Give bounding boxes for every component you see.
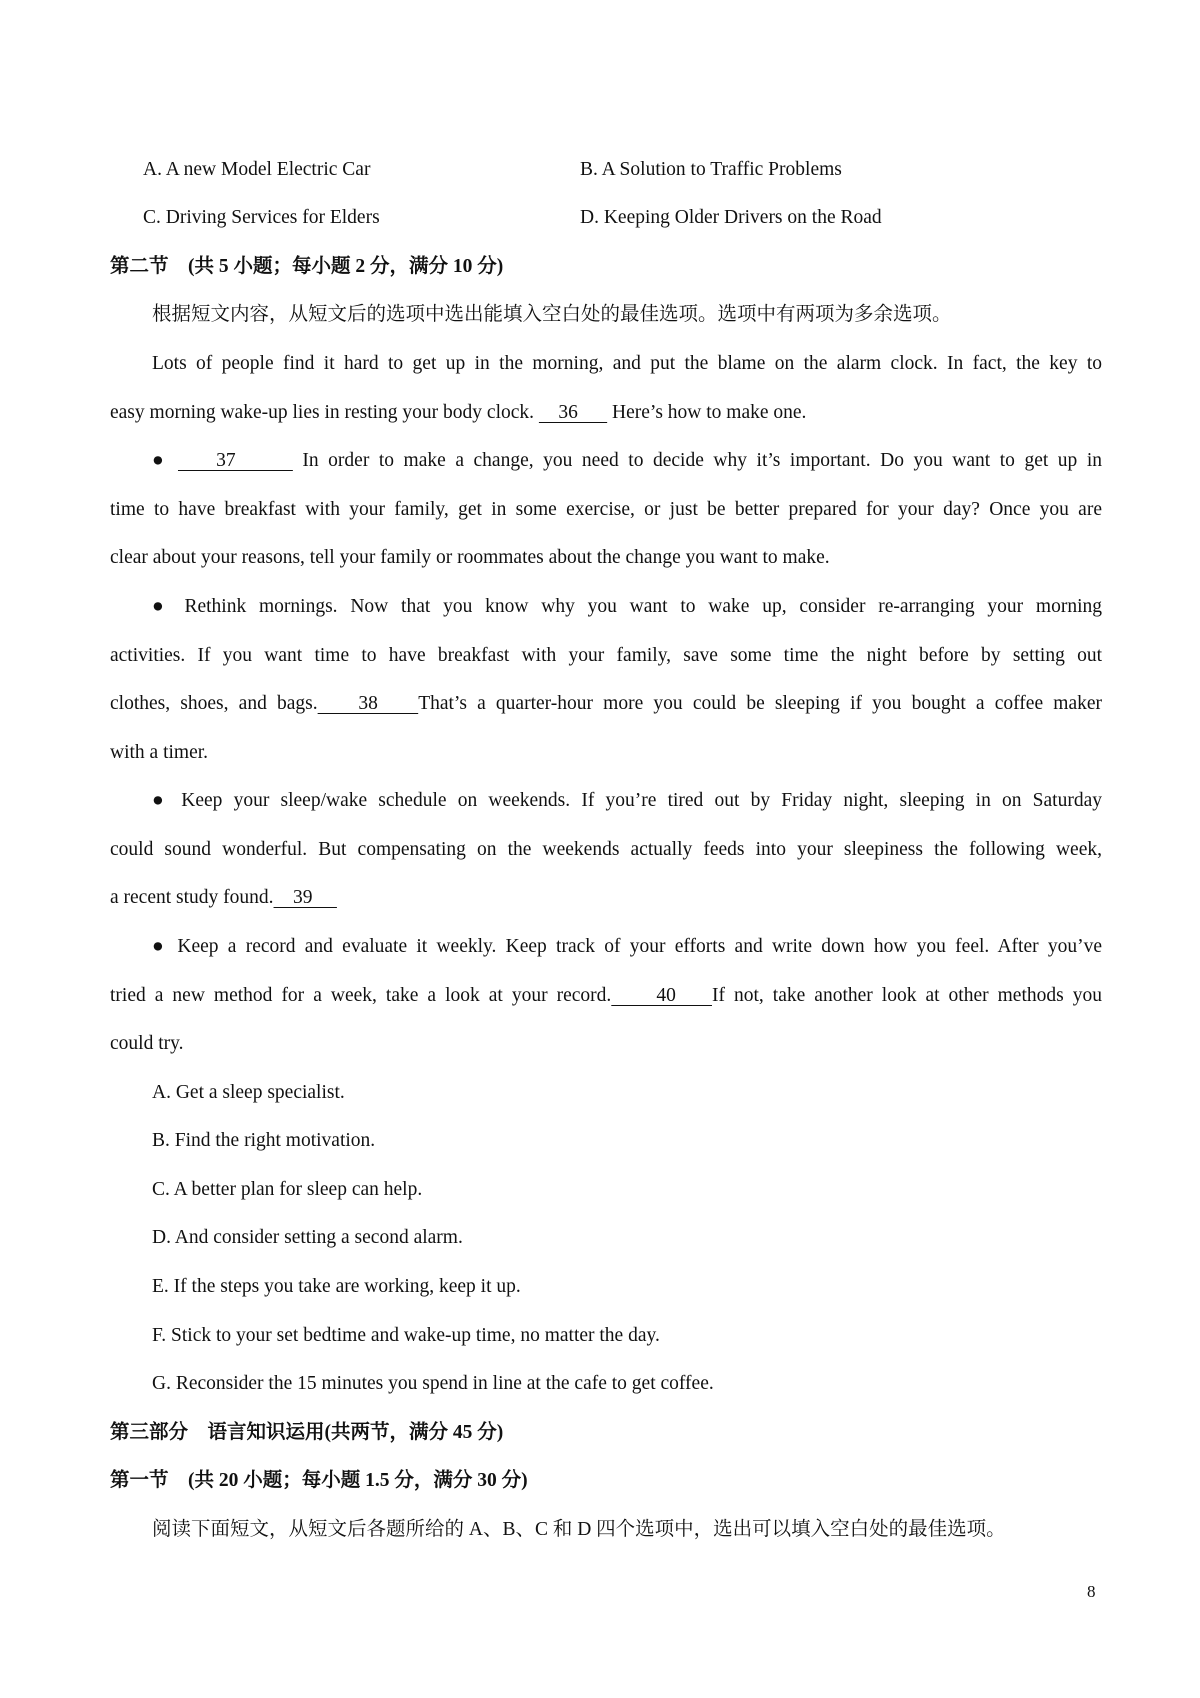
p5-line1: ● Keep a record and evaluate it weekly. Keep track of your efforts and write down how you feel. After you’ve (152, 936, 1102, 957)
p1-line2-post: Here’s how to make one. (607, 402, 807, 423)
p5-line2 (110, 986, 1102, 1006)
blank-39: 39 (273, 887, 337, 908)
p2-line2: time to have breakfast with your family, get in some exercise, or just be better prepared for your day? Once you are (110, 499, 1102, 520)
answer-option-b: B. Find the right motivation. (152, 1130, 376, 1151)
p3-line2: activities. If you want time to have breakfast with your family, save some time the night before by setting out (110, 645, 1102, 666)
p1-line2-pre: easy morning wake-up lies in resting your body clock. (110, 402, 539, 423)
blank-37: 37 (177, 450, 293, 471)
p5-line3: could try. (110, 1033, 184, 1054)
p2-line1 (152, 451, 1102, 471)
answer-option-e: E. If the steps you take are working, keep it up. (152, 1276, 521, 1297)
p4-line3-pre: a recent study found. (110, 887, 274, 908)
p3-line3 (110, 694, 1102, 714)
p1-line1: Lots of people find it hard to get up in the morning, and put the blame on the alarm clock. In fact, the key to (152, 353, 1102, 374)
section2-heading: 第二节 (共 5 小题；每小题 2 分，满分 10 分) (110, 256, 504, 277)
p5-line2-pre: tried a new method for a week, take a look at your record. (110, 985, 612, 1006)
part3-instruction: 阅读下面短文，从短文后各题所给的 A、B、C 和 D 四个选项中，选出可以填入空白处的最佳选项。 (152, 1519, 1006, 1540)
blank-38: 38 (317, 693, 419, 714)
answer-option-c: C. A better plan for sleep can help. (152, 1179, 423, 1200)
p4-line3 (110, 888, 337, 908)
blank-36: 36 (538, 402, 608, 423)
option-b: B. A Solution to Traffic Problems (580, 159, 842, 180)
bullet: ● (152, 450, 178, 471)
page-number: 8 (1087, 1582, 1096, 1601)
option-a: A. A new Model Electric Car (143, 159, 371, 180)
blank-40: 40 (611, 985, 712, 1006)
p5-line2-post: If not, take another look at other methods you (711, 985, 1102, 1006)
p4-line1: ● Keep your sleep/wake schedule on weekends. If you’re tired out by Friday night, sleeping in on Saturday (152, 790, 1102, 811)
p1-line2 (110, 403, 806, 423)
section2-instruction: 根据短文内容，从短文后的选项中选出能填入空白处的最佳选项。选项中有两项为多余选项。 (152, 304, 952, 325)
p4-line2: could sound wonderful. But compensating on the weekends actually feeds into your sleepiness the following week, (110, 839, 1102, 860)
p3-line1: ● Rethink mornings. Now that you know why you want to wake up, consider re-arranging your morning (152, 596, 1102, 617)
p3-line4: with a timer. (110, 742, 209, 763)
p3-line3-pre: clothes, shoes, and bags. (110, 693, 318, 714)
answer-option-a: A. Get a sleep specialist. (152, 1082, 345, 1103)
part3-section1-heading: 第一节 (共 20 小题；每小题 1.5 分，满分 30 分) (110, 1470, 528, 1491)
answer-option-f: F. Stick to your set bedtime and wake-up time, no matter the day. (152, 1325, 660, 1346)
answer-option-d: D. And consider setting a second alarm. (152, 1227, 463, 1248)
p3-line3-post: That’s a quarter-hour more you could be sleeping if you bought a coffee maker (418, 693, 1103, 714)
answer-option-g: G. Reconsider the 15 minutes you spend in line at the cafe to get coffee. (152, 1373, 714, 1394)
p2-line1-post: In order to make a change, you need to decide why it’s important. Do you want to get up in (292, 450, 1103, 471)
option-c: C. Driving Services for Elders (143, 207, 380, 228)
option-d: D. Keeping Older Drivers on the Road (580, 207, 882, 228)
part3-heading: 第三部分 语言知识运用(共两节，满分 45 分) (110, 1422, 504, 1443)
p2-line3: clear about your reasons, tell your family or roommates about the change you want to make. (110, 547, 830, 568)
